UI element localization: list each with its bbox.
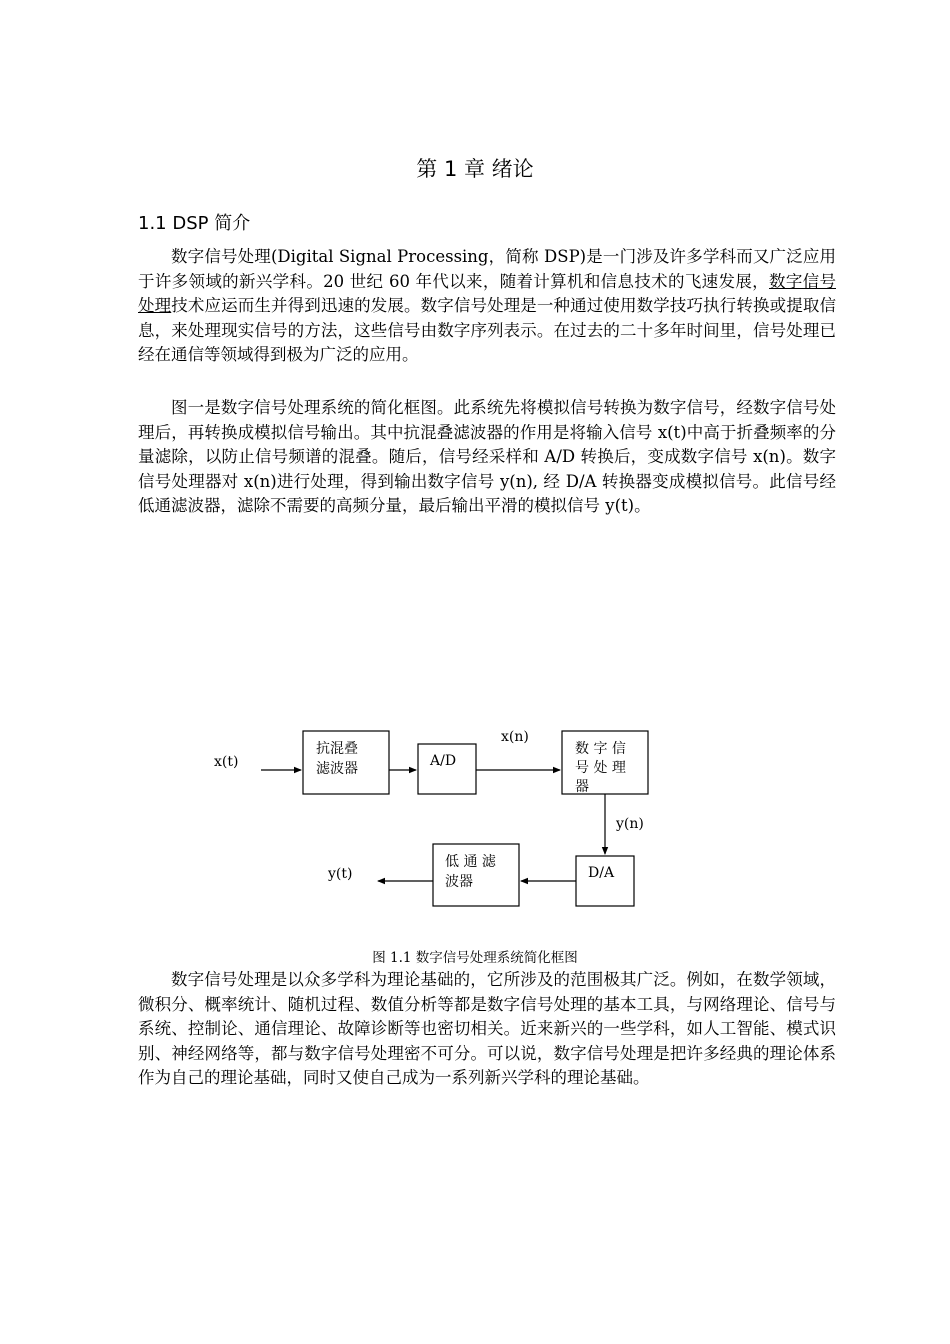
paragraph-intro — [138, 245, 836, 368]
chapter-title: 第 1 章 绪论 — [416, 157, 534, 181]
dsp-processor-label-1: 数 字 信 — [575, 741, 626, 757]
dsp-processor-label-2: 号 处 理 — [575, 760, 626, 776]
lowpass-filter-label-2: 波器 — [445, 874, 473, 890]
paragraph-theory-foundation: 数字信号处理是以众多学科为理论基础的，它所涉及的范围极其广泛。例如，在数学领域，微积分、概率统计、随机过程、数值分析等都是数字信号处理的基本工具，与网络理论、信号与系统、控制论、通信理论、故障诊断等也密切相关。近来新兴的一些学科，如人工智能、模式识别、神经网络等，都与数字信号处理密不可分。可以说，数字信号处理是把许多经典的理论体系作为自己的理论基础，同时又使自己成为一系列新兴学科的理论基础。 — [138, 970, 836, 1087]
input-signal-label: x(t) — [214, 754, 239, 770]
anti-alias-filter-label-1: 抗混叠 — [316, 741, 358, 757]
xn-signal-label: x(n) — [501, 729, 529, 745]
figure-caption: 图 1.1 数字信号处理系统简化框图 — [372, 950, 578, 966]
anti-alias-filter-label-2: 滤波器 — [316, 761, 358, 777]
dsp-block-diagram — [190, 700, 690, 930]
yn-signal-label: y(n) — [616, 816, 644, 832]
paragraph-intro-text-2: 技术应运而生并得到迅速的发展。数字信号处理是一种通过使用数学技巧执行转换或提取信息，来处理现实信号的方法，这些信号由数字序列表示。在过去的二十多年时间里，信号处理已经在通信等领域得到极为广泛的应用。 — [138, 296, 837, 364]
paragraph-block-diagram-description: 图一是数字信号处理系统的简化框图。此系统先将模拟信号转换为数字信号，经数字信号处理后，再转换成模拟信号输出。其中抗混叠滤波器的作用是将输入信号 x(t)中高于折叠频率的分量滤除，以防止信号频谱的混叠。随后，信号经采样和 A/D 转换后，变成数字信号 x(n)。数字信号处理器对 x(n)进行处理，得到输出数字信号 y(n), 经 D/A 转换器变成模拟信号。此信号经低通滤波器，滤除不需要的高频分量，最后输出平滑的模拟信号 y(t)。 — [138, 398, 836, 515]
lowpass-filter-label-1: 低 通 滤 — [445, 854, 496, 870]
output-signal-label: y(t) — [328, 866, 353, 882]
da-converter-box — [576, 856, 634, 906]
da-converter-label: D/A — [588, 865, 615, 881]
ad-converter-box — [418, 744, 476, 794]
paragraph-intro-text-1: 数字信号处理(Digital Signal Processing，简称 DSP)是一门涉及许多学科而又广泛应用于许多领域的新兴学科。20 世纪 60 年代以来，随着计算机和信息技术的飞速发展， — [138, 247, 836, 291]
ad-converter-label: A/D — [430, 753, 457, 769]
section-heading: 1.1 DSP 简介 — [138, 213, 251, 234]
dsp-processor-label-3: 器 — [575, 779, 589, 795]
dsp-underlined-term: 数字信号处理 — [138, 271, 836, 315]
